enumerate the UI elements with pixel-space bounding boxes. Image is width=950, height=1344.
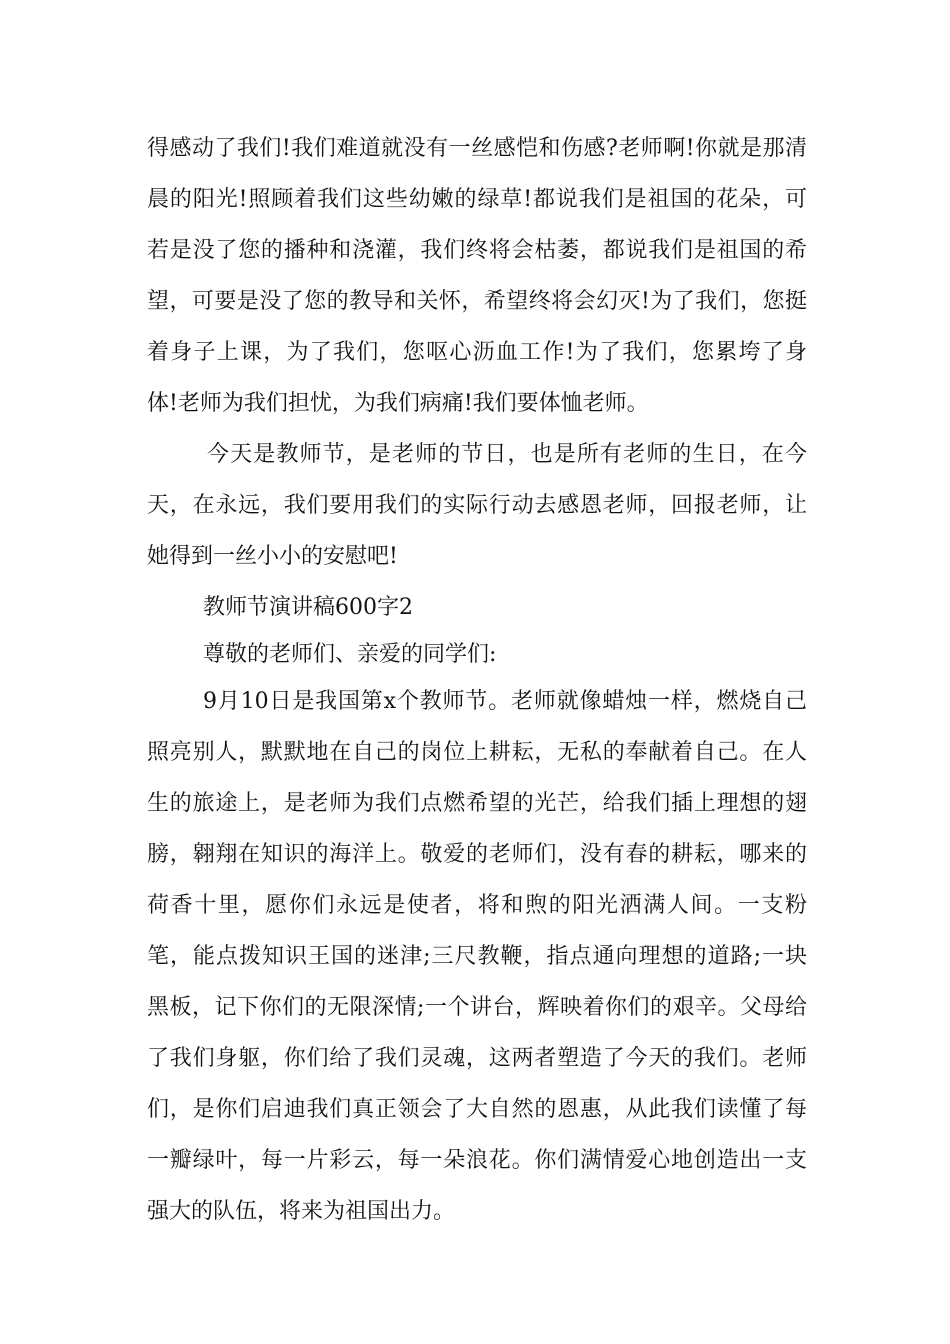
paragraph-3-line-5: 荷香十里，愿你们永远是使者，将和煦的阳光洒满人间。一支粉: [147, 893, 807, 918]
paragraph-1-line-2: 晨的阳光!照顾着我们这些幼嫩的绿草!都说我们是祖国的花朵，可: [147, 187, 807, 212]
paragraph-2-line-3: 她得到一丝小小的安慰吧!: [147, 544, 398, 569]
paragraph-3-line-4: 膀，翱翔在知识的海洋上。敬爱的老师们，没有春的耕耘，哪来的: [147, 842, 807, 867]
paragraph-2-line-1: 今天是教师节，是老师的节日，也是所有老师的生日，在今: [207, 442, 807, 467]
paragraph-3-line-6: 笔，能点拨知识王国的迷津;三尺教鞭，指点通向理想的道路;一块: [147, 944, 807, 969]
paragraph-1-line-5: 着身子上课，为了我们，您呕心沥血工作!为了我们，您累垮了身: [147, 340, 807, 365]
paragraph-1-line-3: 若是没了您的播种和浇灌，我们终将会枯萎，都说我们是祖国的希: [147, 238, 807, 263]
paragraph-3-line-10: 一瓣绿叶，每一片彩云，每一朵浪花。你们满情爱心地创造出一支: [147, 1148, 807, 1173]
paragraph-3-line-3: 生的旅途上，是老师为我们点燃希望的光芒，给我们插上理想的翅: [147, 791, 807, 816]
paragraph-3-line-2: 照亮别人，默默地在自己的岗位上耕耘，无私的奉献着自己。在人: [147, 740, 807, 765]
paragraph-3-line-11: 强大的队伍，将来为祖国出力。: [147, 1199, 456, 1224]
paragraph-3-line-8: 了我们身躯，你们给了我们灵魂，这两者塑造了今天的我们。老师: [147, 1046, 807, 1071]
paragraph-2-line-2: 天，在永远，我们要用我们的实际行动去感恩老师，回报老师，让: [147, 493, 807, 518]
section-heading: 教师节演讲稿600字2: [203, 595, 413, 620]
paragraph-3-line-7: 黑板，记下你们的无限深情;一个讲台，辉映着你们的艰辛。父母给: [147, 995, 807, 1020]
paragraph-1-line-6: 体!老师为我们担忧，为我们病痛!我们要体恤老师。: [147, 391, 649, 416]
paragraph-3-line-9: 们，是你们启迪我们真正领会了大自然的恩惠，从此我们读懂了每: [147, 1097, 807, 1122]
paragraph-3-line-1: 9月10日是我国第x个教师节。老师就像蜡烛一样，燃烧自己: [203, 689, 807, 714]
salutation: 尊敬的老师们、亲爱的同学们:: [203, 642, 497, 667]
paragraph-1-line-1: 得感动了我们!我们难道就没有一丝感恺和伤感?老师啊!你就是那清: [147, 136, 807, 161]
paragraph-1-line-4: 望，可要是没了您的教导和关怀，希望终将会幻灭!为了我们，您挺: [147, 289, 807, 314]
